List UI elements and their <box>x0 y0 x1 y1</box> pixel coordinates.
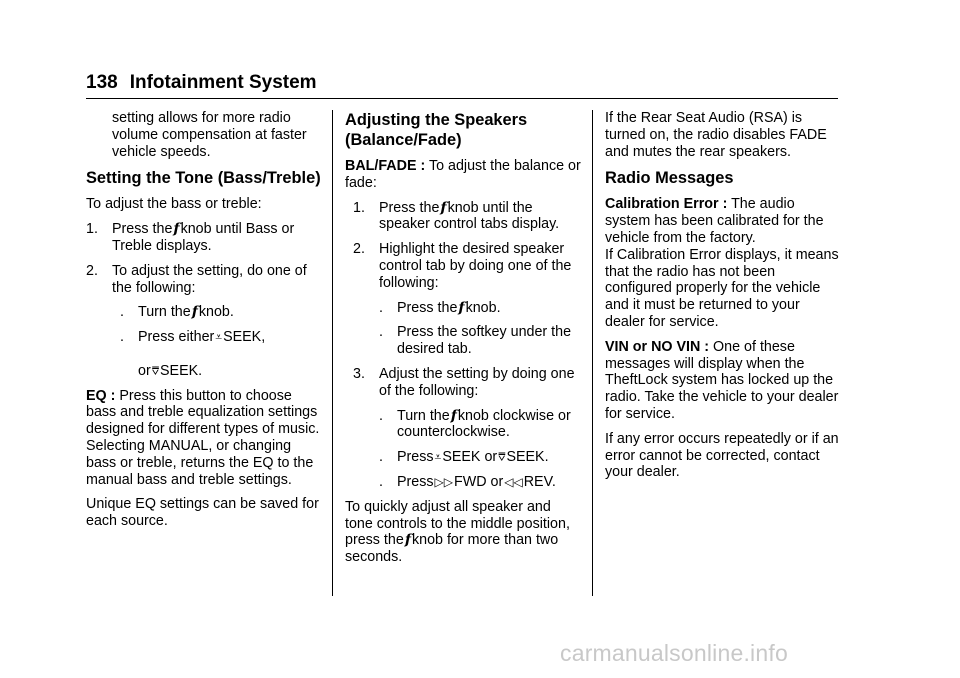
heading-tone: Setting the Tone (Bass/Treble) <box>86 169 321 188</box>
column-divider-2 <box>592 110 593 596</box>
speaker-steps <box>345 200 581 292</box>
rev-icon: ◁◁ <box>504 474 523 489</box>
list-item: 3. Adjust the setting by doing one of the following: <box>353 365 575 399</box>
step-number: 2. <box>353 241 365 258</box>
paragraph-balfade: BAL/FADE : To adjust the balance or fade: <box>345 158 581 191</box>
column-1 <box>86 110 322 538</box>
paragraph-calibration-2: If Calibration Error displays, it means that the radio has not been configured properly for the vehicle and it must be returned to your dealer for service. <box>605 246 839 330</box>
seek-down-icon: ⩢ <box>151 363 160 378</box>
knob-icon: f <box>440 199 447 216</box>
knob-icon: f <box>173 221 180 238</box>
knob-icon: f <box>458 299 465 316</box>
section-title: Infotainment System <box>129 72 317 93</box>
paragraph-intro: setting allows for more radio volume compensation at faster vehicle speeds. <box>112 110 307 160</box>
list-item: . Press either⩡SEEK, or⩢SEEK. <box>120 329 266 379</box>
step-number: 1. <box>86 221 98 238</box>
list-item: . Press thefknob. <box>379 299 501 316</box>
column-divider-1 <box>332 110 333 596</box>
column-2 <box>345 110 581 574</box>
paragraph-unique: Unique EQ settings can be saved for each source. <box>86 496 319 530</box>
step-number: 3. <box>353 365 365 382</box>
header-rule <box>86 98 838 99</box>
knob-icon: f <box>404 532 411 549</box>
paragraph-quick: To quickly adjust all speaker and tone controls to the middle position, press thefknob for more than two seconds. <box>345 498 570 566</box>
seek-up-icon: ⩡ <box>215 330 223 345</box>
seek-down-icon: ⩢ <box>498 450 506 465</box>
paragraph-error: If any error occurs repeatedly or if an error cannot be corrected, contact your dealer. <box>605 430 839 481</box>
list-item: . Press the softkey under the desired tab. <box>379 324 572 358</box>
watermark: carmanualsonline.info <box>560 640 788 666</box>
knob-icon: f <box>450 407 457 424</box>
speaker-steps-2 <box>345 366 581 400</box>
step-number: 2. <box>86 262 98 279</box>
tone-steps <box>86 221 322 296</box>
list-item: 1. Press thefknob until the speaker control tabs display. <box>353 199 560 233</box>
speaker-options-2 <box>345 408 581 491</box>
page-number: 138 <box>86 72 118 93</box>
paragraph-vin: VIN or NO VIN : One of these messages will display when the TheftLock system has locked up the radio. Take the vehicle to your dealer for service. <box>605 338 839 422</box>
speaker-options-1 <box>345 300 581 358</box>
list-item: . Turn thefknob clockwise or counterclockwise. <box>379 407 571 441</box>
tone-options <box>86 304 322 379</box>
list-item: . Turn thefknob. <box>120 304 234 321</box>
paragraph-rsa: If the Rear Seat Audio (RSA) is turned on, the radio disables FADE and mutes the rear speakers. <box>605 110 827 160</box>
seek-up-icon: ⩡ <box>434 450 442 465</box>
list-item: 2. To adjust the setting, do one of the following: <box>86 262 307 296</box>
paragraph-calibration: Calibration Error : The audio system has been calibrated for the vehicle from the factory. <box>605 196 824 246</box>
list-item: . Press⩡SEEK or⩢SEEK. <box>379 449 549 466</box>
step-number: 1. <box>353 199 365 216</box>
paragraph-eq: EQ : Press this button to choose bass and treble equalization settings designed for different types of music. Selecting MANUAL, or changing bass or treble, returns the EQ to the manual bass and treble settings. <box>86 387 320 488</box>
list-item: 2. Highlight the desired speaker control tab by doing one of the following: <box>353 241 572 291</box>
column-3 <box>605 110 841 489</box>
heading-speakers: Adjusting the Speakers (Balance/Fade) <box>345 111 528 149</box>
heading-radio-messages: Radio Messages <box>605 169 734 188</box>
paragraph-tone-intro: To adjust the bass or treble: <box>86 196 262 213</box>
fwd-icon: ▷▷ <box>434 474 454 489</box>
knob-icon: f <box>191 304 198 321</box>
list-item: . Press▷▷FWD or◁◁REV. <box>379 473 556 490</box>
list-item: 1. Press thefknob until Bass or Treble displays. <box>86 221 295 254</box>
page-header <box>86 70 838 96</box>
